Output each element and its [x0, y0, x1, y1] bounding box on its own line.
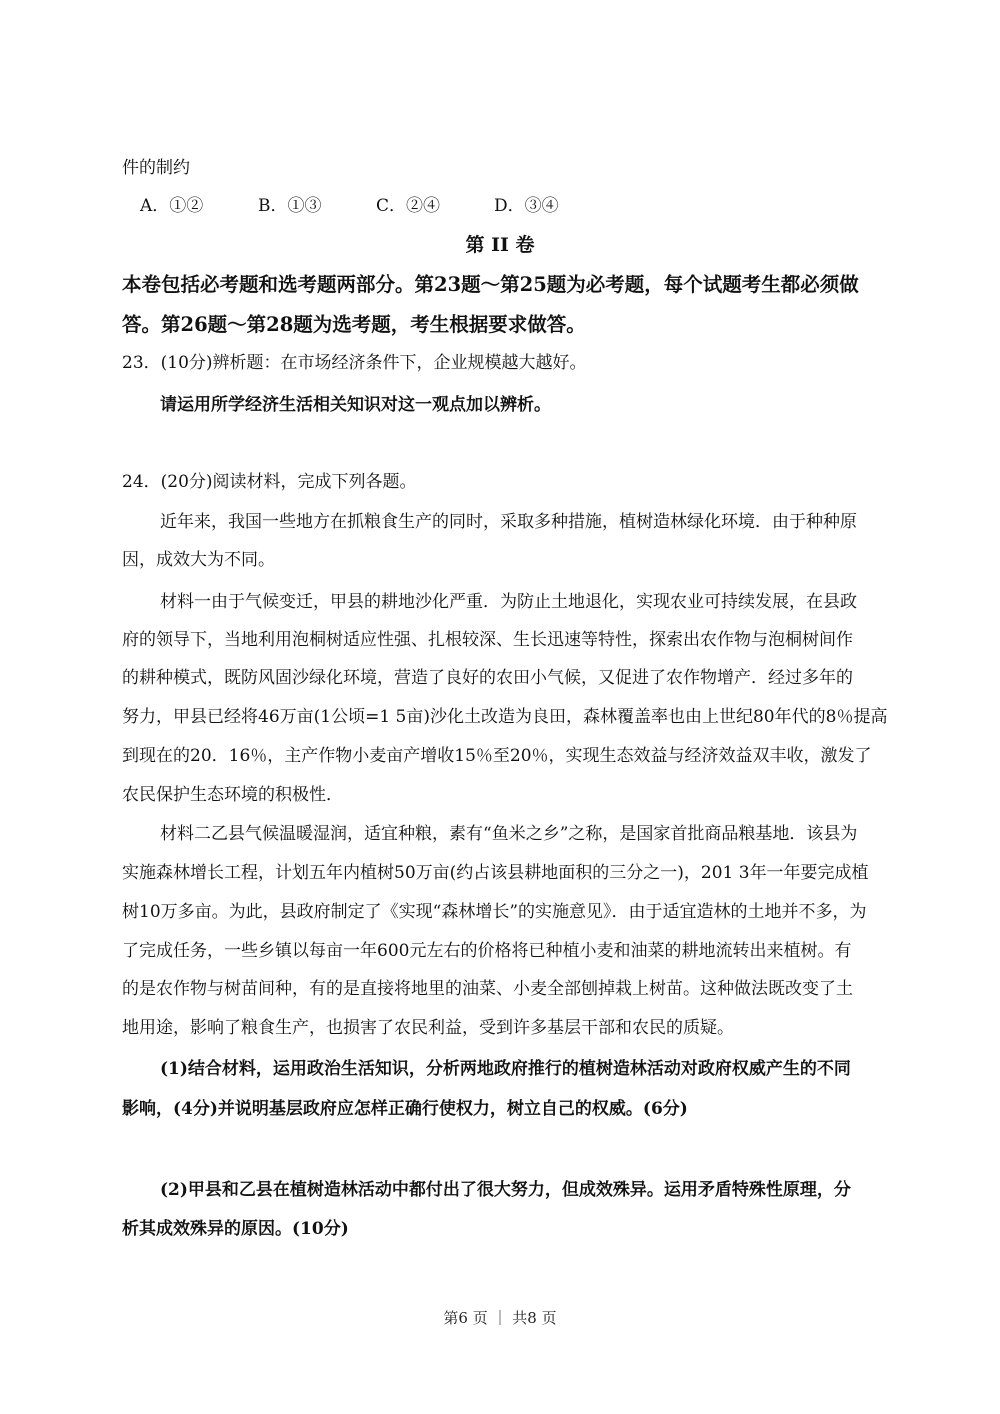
- q24-sub2-line-2: 析其成效殊异的原因。(10分): [122, 1219, 349, 1239]
- option-c: C．②④: [376, 196, 441, 216]
- section-intro-line-2: 答。第26题～第28题为选考题，考生根据要求做答。: [122, 313, 586, 336]
- q24-sub1-line-1: (1)结合材料，运用政治生活知识，分析两地政府推行的植树造林活动对政府权威产生的不同: [160, 1059, 851, 1079]
- continuation-text: 件的制约: [122, 158, 190, 178]
- q24-sub1-line-2: 影响，(4分)并说明基层政府应怎样正确行使权力，树立自己的权威。(6分): [122, 1099, 688, 1119]
- page-footer: 第6 页 ｜ 共8 页: [443, 1309, 557, 1327]
- material2-line-4: 了完成任务，一些乡镇以每亩一年600元左右的价格将已种植小麦和油菜的耕地流转出来植树。有: [122, 941, 852, 961]
- section-intro-line-1: 本卷包括必考题和选考题两部分。第23题～第25题为必考题，每个试题考生都必须做: [122, 273, 859, 296]
- q23-stem: 23．(10分)辨析题：在市场经济条件下，企业规模越大越好。: [122, 353, 587, 373]
- section-title: 第 II 卷: [465, 234, 535, 256]
- option-d: D．③④: [494, 196, 559, 216]
- material1-line-2: 府的领导下，当地利用泡桐树适应性强、扎根较深、生长迅速等特性，探索出农作物与泡桐树间作: [122, 630, 853, 650]
- q24-stem: 24．(20分)阅读材料，完成下列各题。: [122, 472, 417, 492]
- option-b: B．①③: [258, 196, 322, 216]
- material2-line-2: 实施森林增长工程，计划五年内植树50万亩(约占该县耕地面积的三分之一)，201 3年一年要完成植: [122, 863, 869, 883]
- q23-instruction: 请运用所学经济生活相关知识对这一观点加以辨析。: [160, 395, 551, 415]
- material1-line-5: 到现在的20．16％，主产作物小麦亩产增收15％至20％，实现生态效益与经济效益双丰收，激发了: [122, 746, 872, 766]
- q24-para1-line-2: 因，成效大为不同。: [122, 550, 275, 570]
- material1-line-6: 农民保护生态环境的积极性．: [122, 785, 343, 805]
- q24-para1-line-1: 近年来，我国一些地方在抓粮食生产的同时，采取多种措施，植树造林绿化环境．由于种种原: [160, 512, 857, 532]
- material2-line-3: 树10万多亩。为此，县政府制定了《实现“森林增长”的实施意见》．由于适宜造林的土地并不多，为: [122, 902, 867, 922]
- option-a: A．①②: [140, 196, 204, 216]
- material2-line-1: 材料二乙县气候温暖湿润，适宜种粮，素有“鱼米之乡”之称，是国家首批商品粮基地．该县为: [160, 824, 858, 844]
- material1-line-4: 努力，甲县已经将46万亩(1公顷=1 5亩)沙化土改造为良田，森林覆盖率也由上世纪80年代的8％提高: [122, 707, 888, 727]
- q24-sub2-line-1: (2)甲县和乙县在植树造林活动中都付出了很大努力，但成效殊异。运用矛盾特殊性原理，分: [160, 1180, 851, 1200]
- material2-line-5: 的是农作物与树苗间种，有的是直接将地里的油菜、小麦全部刨掉栽上树苗。这种做法既改变了土: [122, 979, 853, 999]
- material2-line-6: 地用途，影响了粮食生产，也损害了农民利益，受到许多基层干部和农民的质疑。: [122, 1018, 734, 1038]
- material1-line-3: 的耕种模式，既防风固沙绿化环境，营造了良好的农田小气候，又促进了农作物增产．经过多年的: [122, 668, 853, 688]
- material1-line-1: 材料一由于气候变迁，甲县的耕地沙化严重．为防止土地退化，实现农业可持续发展，在县政: [160, 592, 857, 612]
